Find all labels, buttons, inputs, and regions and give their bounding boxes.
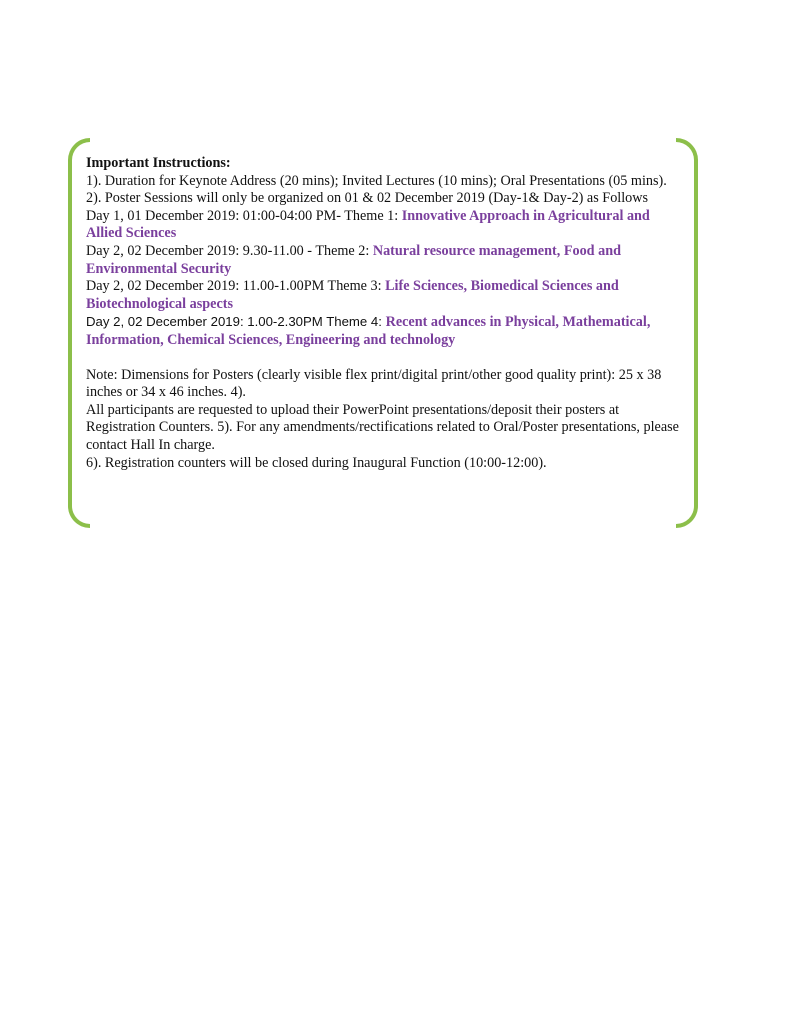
poster-session-day2-theme4 (86, 313, 688, 349)
participants-instruction: All participants are requested to upload their PowerPoint presentations/deposit their posters at Registration Counters. 5). For any amendments/rectifications related to Oral/Poster presentations, please contact Hall In charge. (86, 401, 679, 453)
poster-dimensions-note: Note: Dimensions for Posters (clearly visible flex print/digital print/other good quality print): 25 x 38 inches or 34 x 46 inches. 4). (86, 366, 662, 401)
instructions-heading: Important Instructions: (86, 155, 231, 171)
paragraph-spacer (86, 350, 688, 367)
session-prefix: Day 1, 01 December 2019: 01:00-04:00 PM- Theme 1: (86, 207, 402, 224)
instruction-item-6: 6). Registration counters will be closed during Inaugural Function (10:00-12:00). (86, 454, 547, 471)
session-prefix: Day 2, 02 December 2019: 11.00-1.00PM Theme 3: (86, 278, 386, 295)
session-prefix: Day 2, 02 December 2019: 9.30-11.00 - Theme 2: (86, 242, 373, 259)
session-theme: Life Sciences, Biomedical Sciences and Biotechnological aspects (86, 278, 619, 312)
instruction-item-1: 1). Duration for Keynote Address (20 mins); Invited Lectures (10 mins); Oral Presentations (05 mins). (86, 172, 667, 189)
poster-session-day2-theme3 (86, 278, 688, 313)
instructions-block (86, 155, 688, 472)
session-theme: Recent advances in Physical, Mathematical, Information, Chemical Sciences, Engineering and technology (86, 314, 651, 348)
session-prefix: Day 2, 02 December 2019: 1.00-2.30PM Theme 4: (86, 314, 386, 330)
poster-session-day1 (86, 208, 688, 243)
instruction-item-2: 2). Poster Sessions will only be organized on 01 & 02 December 2019 (Day-1& Day-2) as Follows (86, 190, 649, 207)
poster-session-day2-theme2 (86, 243, 688, 278)
session-theme: Innovative Approach in Agricultural and Allied Sciences (86, 207, 650, 242)
session-theme: Natural resource management, Food and Environmental Security (86, 242, 621, 277)
